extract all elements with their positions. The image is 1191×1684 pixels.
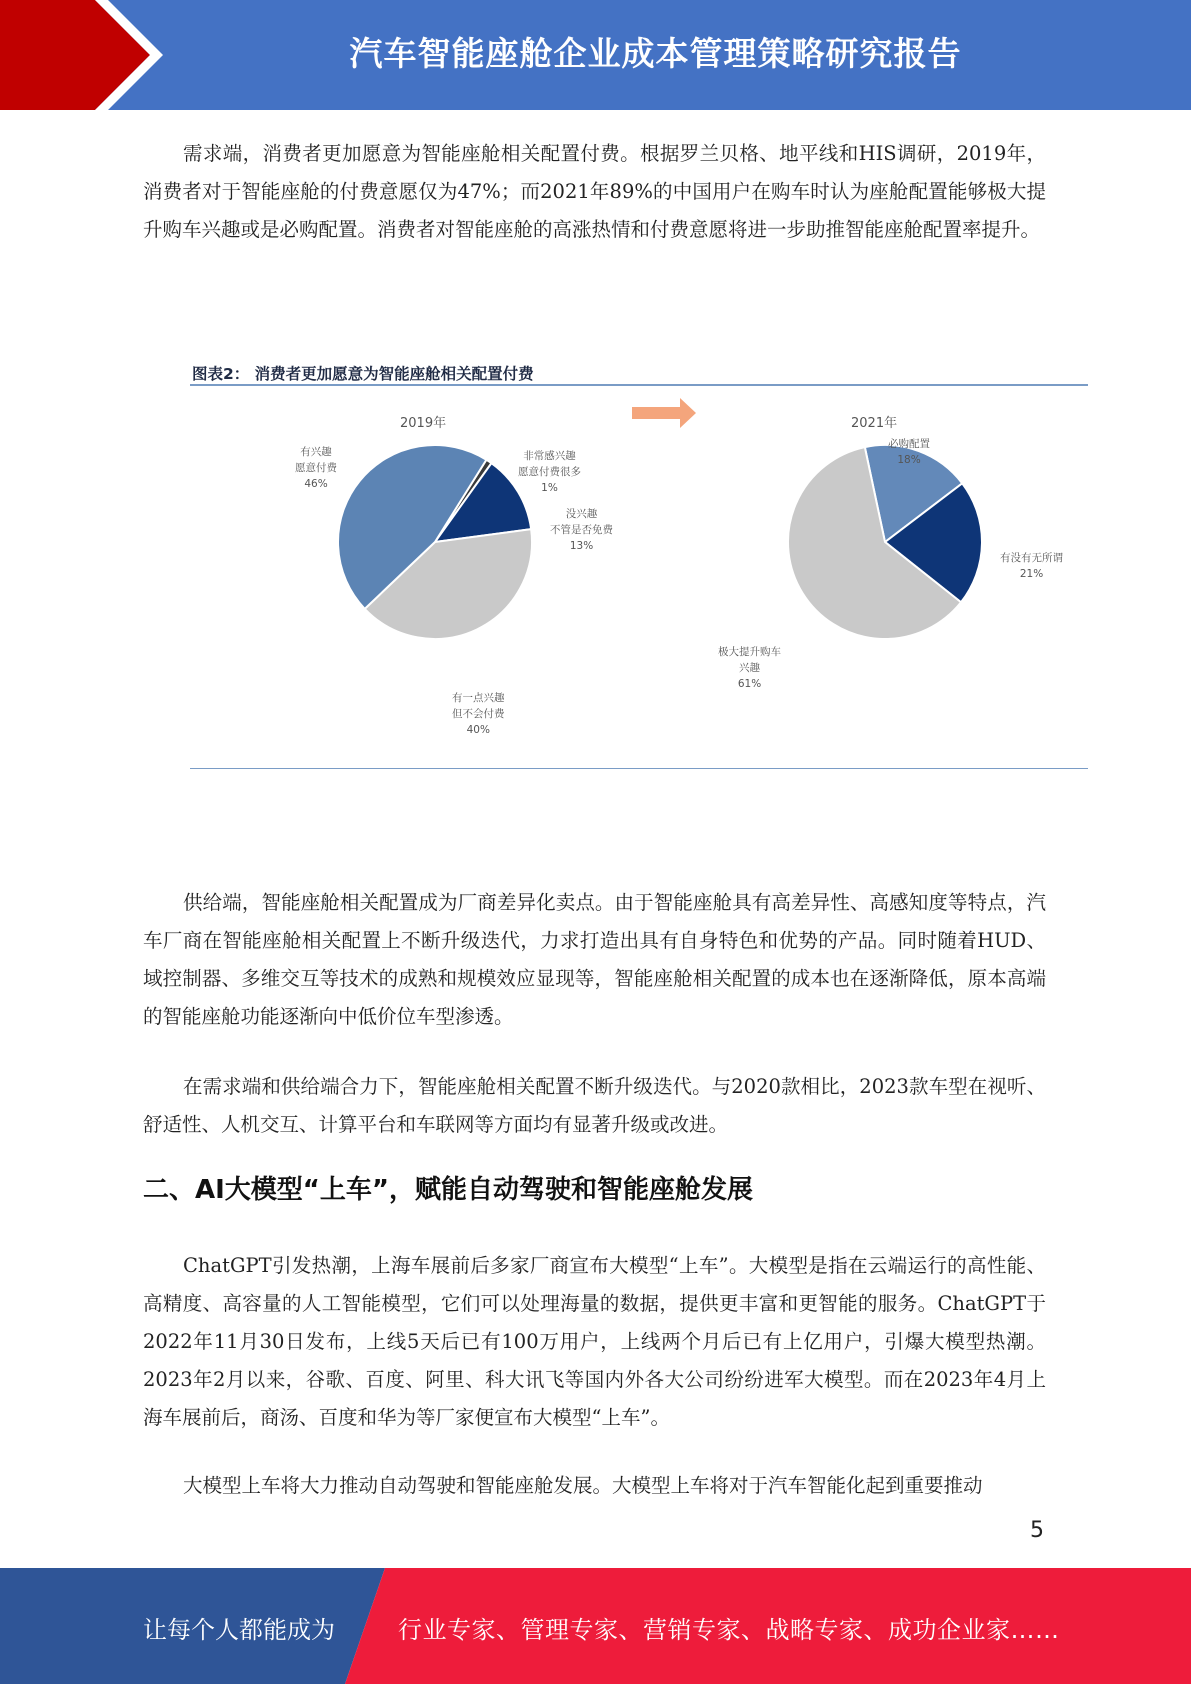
footer-slogan-left: 让每个人都能成为 [143,1616,335,1644]
figure-caption: 图表2： 消费者更加愿意为智能座舱相关配置付费 [192,365,534,383]
section-heading: 二、AI大模型“上车”，赋能自动驾驶和智能座舱发展 [143,1175,753,1205]
pie-2019-label-interested: 有兴趣 愿意付费 46% [295,446,337,490]
page-header [0,0,1191,110]
paragraph-combined: 在需求端和供给端合力下，智能座舱相关配置不断升级迭代。与2020款相比，2023款车型在视听、舒适性、人机交互、计算平台和车联网等方面均有显著升级或改进。 [143,1075,1046,1136]
paragraph-supply: 供给端，智能座舱相关配置成为厂商差异化卖点。由于智能座舱具有高差异性、高感知度等特点，汽车厂商在智能座舱相关配置上不断升级迭代，力求打造出具有自身特色和优势的产品。同时随着HUD、域控制器、多维交互等技术的成熟和规模效应显现等，智能座舱相关配置的成本也在逐渐降低，原本高端的智能座舱功能逐渐向中低价位车型渗透。 [143,891,1046,1028]
header-title: 汽车智能座舱企业成本管理策略研究报告 [349,34,962,73]
paragraph-demand: 需求端，消费者更加愿意为智能座舱相关配置付费。根据罗兰贝格、地平线和HIS调研，2019年，消费者对于智能座舱的付费意愿仅为47%；而2021年89%的中国用户在购车时认为座舱配置能够极大提升购车兴趣或是必购配置。消费者对智能座舱的高涨热情和付费意愿将进一步助推智能座舱配置率提升。 [143,142,1046,241]
figure-chart [190,320,1090,770]
figure-bottom-rule [190,768,1088,769]
pie-2019-label-some-interest: 有一点兴趣 但不会付费 40% [452,692,505,736]
pie-chart-2021 [190,320,1090,770]
pie-2019-title: 2019年 [400,416,447,431]
pie-2021-label-must-buy: 必购配置 18% [888,438,930,466]
pie-2021-title: 2021年 [851,416,898,431]
paragraph-chatgpt: ChatGPT引发热潮，上海车展前后多家厂商宣布大模型“上车”。大模型是指在云端运行的高性能、高精度、高容量的人工智能模型，它们可以处理海量的数据，提供更丰富和更智能的服务。ChatGPT于2022年11月30日发布，上线5天后已有100万用户，上线两个月后已有上亿用户，引爆大模型热潮。2023年2月以来，谷歌、百度、阿里、科大讯飞等国内外各大公司纷纷进军大模型。而在2023年4月上海车展前后，商汤、百度和华为等厂家便宣布大模型“上车”。 [143,1254,1046,1429]
pie-2019-label-no-interest: 没兴趣 不管是否免费 13% [550,508,613,552]
page-footer [0,1568,1191,1684]
footer-slogan-right: 行业专家、管理专家、营销专家、战略专家、成功企业家…… [398,1616,1060,1644]
page-number: 5 [1030,1518,1044,1543]
pie-2021-label-indifferent: 有没有无所谓 21% [1000,552,1063,580]
pie-2021-label-greatly-increase: 极大提升购车 兴趣 61% [718,646,781,690]
pie-2019-label-very-interested: 非常感兴趣 愿意付费很多 1% [518,450,581,494]
paragraph-large-model: 大模型上车将大力推动自动驾驶和智能座舱发展。大模型上车将对于汽车智能化起到重要推动 [183,1474,983,1497]
